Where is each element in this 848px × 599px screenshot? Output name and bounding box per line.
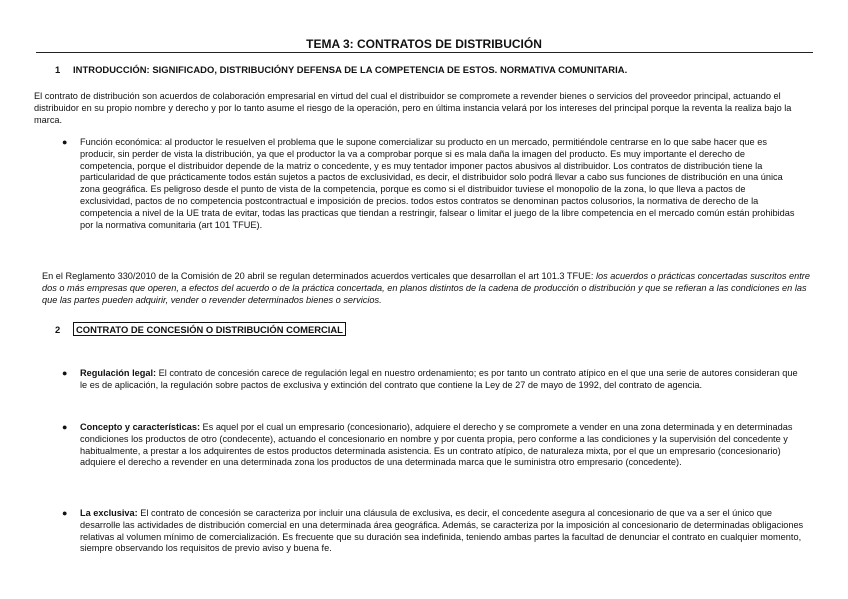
section-1-number: 1: [55, 64, 61, 75]
reglamento-quote: los acuerdos o prácticas concertadas suscritos entre dos o más empresas que operen, a efectos del acuerdo o de la práctica concertada, en planos distintos de la cadena de producción o distribución y que se refieran a las condiciones en las que las partes pueden adquirir, vender o revender determinados bienes o servicios.: [42, 271, 810, 305]
bullet-dot-icon: ●: [62, 508, 68, 518]
bullet-funcion-text: Función económica: al productor le resuelven el problema que le supone comercializar su producto en un mercado, permitiéndole centrarse en lo que sabe hacer que es producir, sin perder de vista la distribución, ya que el productor la va a comprobar porque si es mala daña la imagen del producto. Es muy importante el derecho de competencia, porque el distribuidor depende de la matriz o concedente, y es muy tentador imponer pactos abusivos al distribuidor. Los contratos de distribución tiene la particularidad de que prácticamente todos están sujetos a pactos de exclusividad, es decir, el distribuidor solo podrá llevar a cabo sus funciones de distribución en una única zona geográfica. Es peligroso desde el punto de vista de la competencia, porque es como si el distribuidor tuviese el monopolio de la zona, lo que lleva a pactos de exclusividad, pactos de no competencia postcontractual e imposición de precios. todos estos contratos se denominan pactos colusorios, la normativa de derecho de la competencia a nivel de la UE trata de evitar, todas las practicas que tiendan a restringir, falsear o limitar el juego de la libre competencia en el mercado común están prohibidas por la normativa comunitaria (art 101 TFUE).: [80, 137, 795, 230]
bullet-regulacion-legal: [62, 368, 798, 392]
intro-paragraph: El contrato de distribución son acuerdos de colaboración empresarial en virtud del cual el distribuidor se compromete a revender bienes o servicios del proveedor principal, actuando el distribuidor en su propio nombre y derecho y por lo tanto asume el riesgo de la operación, pero en última instancia velará por los intereses del principal porque la reventa la realiza bajo la marca.: [34, 91, 792, 125]
section-2-heading: [55, 324, 346, 335]
bullet-text: Es aquel por el cual un empresario (concesionario), adquiere el derecho y se compromete a vender en una zona determinada y en determinadas condiciones los productos de otro (condecente), actuando el concesionario en nombre y por cuenta propia, pero conforme a las condiciones y la supervisión del concedente y habitualmente, a prestar a los adquirentes de estos productos determinada asistencia. Es un contrato atípico, de naturaleza mixta, por el que un empresario (concesionario) adquiere el derecho a revender en una determinada zona los productos de una determinada marca que le suministra otro empresario (concedente).: [80, 422, 793, 468]
bullet-exclusiva: [62, 508, 806, 555]
bullet-label: Regulación legal:: [80, 368, 157, 378]
section-1-heading-text: INTRODUCCIÓN: SIGNIFICADO, DISTRIBUCIÓNY DEFENSA DE LA COMPETENCIA DE ESTOS. NORMATIVA COMUNITARIA.: [73, 64, 628, 75]
document-title: TEMA 3: CONTRATOS DE DISTRIBUCIÓN: [306, 37, 542, 51]
bullet-text: El contrato de concesión se caracteriza por incluir una cláusula de exclusiva, es decir, el concedente asegura al concesionario de que va a ser el único que desarrolle las actividades de distribución comercial en una determinada área geográfica. Además, se caracteriza por la imposición al concesionario de determinadas obligaciones relativas al volumen mínimo de comercialización. Es frecuente que su duración sea indefinida, teniendo ambas partes la facultad de denunciar el contrato en cualquier momento, siempre observando los requisitos de previo aviso y buena fe.: [80, 508, 804, 554]
bullet-dot-icon: ●: [62, 368, 68, 378]
reglamento-paragraph: [42, 271, 812, 306]
bullet-text: El contrato de concesión carece de regulación legal en nuestro ordenamiento; es por tanto un contrato atípico en el que una serie de autores consideran que le es de aplicación, la regulación sobre pactos de exclusiva y extinción del contrato que contiene la Ley de 27 de mayo de 1992, del contrato de agencia.: [80, 368, 798, 390]
reglamento-text: En el Reglamento 330/2010 de la Comisión de 20 abril se regulan determinados acuerdos verticales que desarrollan el art 101.3 TFUE:: [42, 271, 596, 281]
section-1-heading: [55, 64, 627, 75]
bullet-funcion-economica: [62, 137, 798, 231]
title-underline: [36, 52, 813, 53]
section-2-number: 2: [55, 324, 61, 335]
bullet-dot-icon: ●: [62, 422, 68, 432]
bullet-label: Concepto y características:: [80, 422, 200, 432]
bullet-concepto: [62, 422, 798, 469]
bullet-dot-icon: ●: [62, 137, 68, 147]
bullet-label: La exclusiva:: [80, 508, 138, 518]
section-2-heading-text: CONTRATO DE CONCESIÓN O DISTRIBUCIÓN COMERCIAL: [73, 322, 346, 336]
